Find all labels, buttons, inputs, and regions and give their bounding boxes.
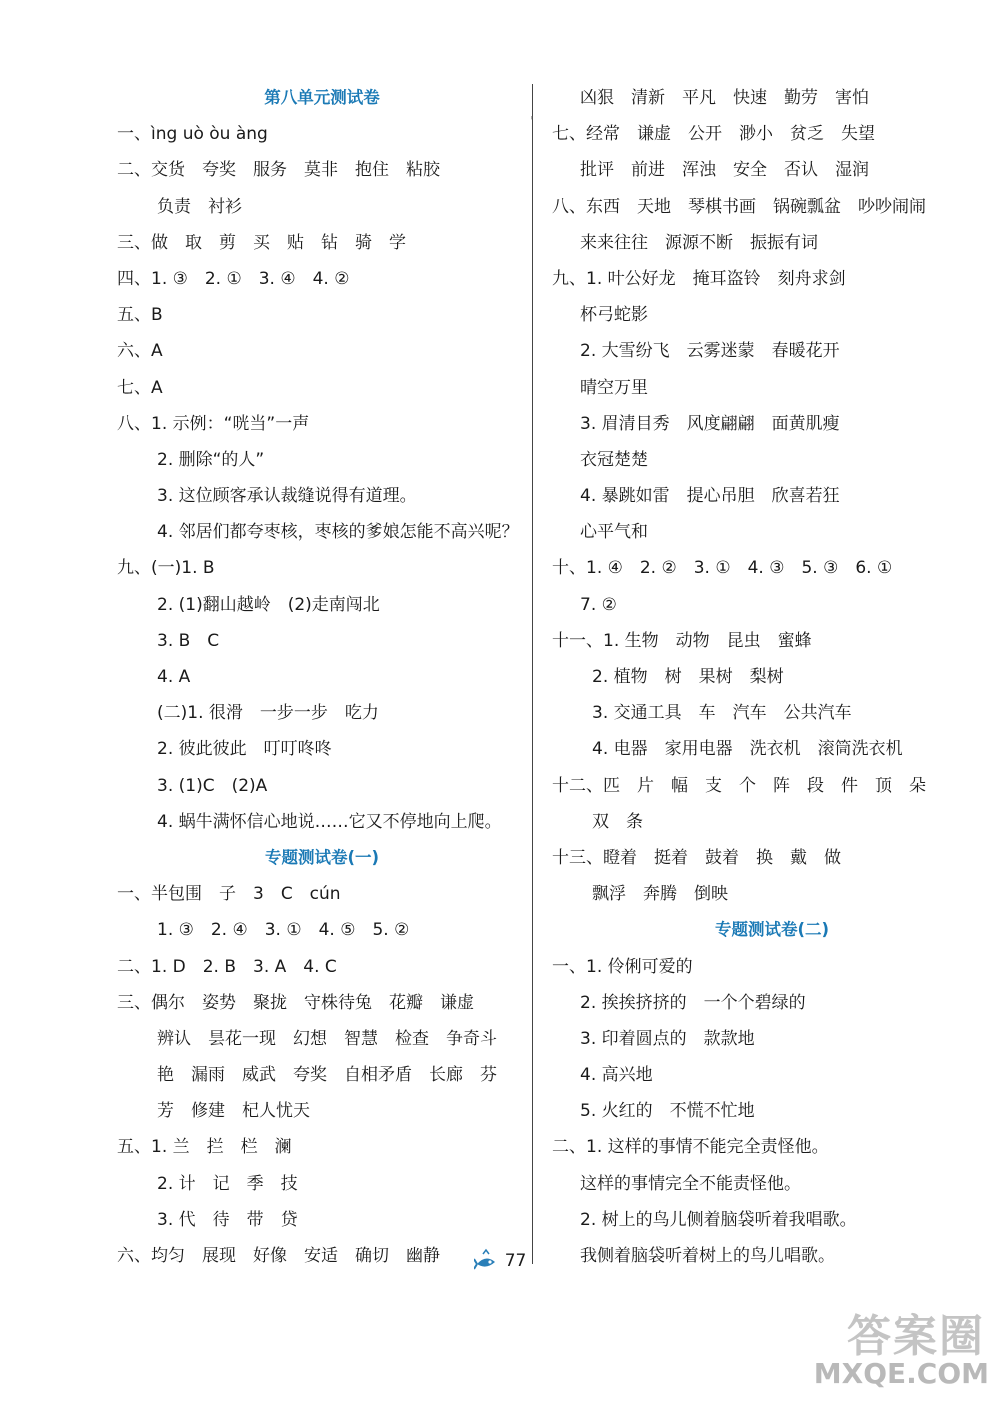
- answer-line: 杯弓蛇影: [580, 305, 648, 326]
- answer-line: 这样的事情完全不能责怪他。: [580, 1173, 801, 1194]
- answer-line: 八、东西 天地 琴棋书画 锅碗瓢盆 吵吵闹闹: [552, 196, 926, 217]
- answer-line: 2. 计 记 季 技: [157, 1173, 298, 1194]
- answer-line: 4. A: [157, 667, 191, 687]
- right-column: [552, 80, 992, 1274]
- answer-line: 3. (1)C (2)A: [157, 775, 268, 796]
- answer-line: 2. 删除“的人”: [157, 449, 265, 470]
- answer-line: 3. 代 待 带 贷: [157, 1209, 298, 1230]
- answer-line: 六、均匀 展现 好像 安适 确切 幽静: [117, 1246, 440, 1266]
- answer-line: 凶狠 清新 平凡 快速 勤劳 害怕: [580, 88, 869, 108]
- answer-line: 3. 眉清目秀 风度翩翩 面黄肌瘦: [580, 413, 840, 434]
- answer-line: 芳 修建 杞人忧天: [157, 1101, 310, 1122]
- page-footer: [0, 1248, 1000, 1288]
- answer-line: 负责 衬衫: [157, 196, 242, 217]
- answer-line: 2. 植物 树 果树 梨树: [592, 667, 784, 687]
- section-heading: 第八单元测试卷: [264, 88, 380, 107]
- answer-line: 双 条: [592, 811, 643, 832]
- watermark-logo: 答案圈: [847, 1311, 985, 1362]
- answer-line: 飘浮 奔腾 倒映: [592, 884, 728, 905]
- left-column: [117, 80, 527, 1274]
- answer-line: 2. 树上的鸟儿侧着脑袋听着我唱歌。: [580, 1209, 857, 1230]
- answer-line: 批评 前进 浑浊 安全 否认 湿润: [580, 160, 869, 181]
- answer-line: 4. 暴跳如雷 提心吊胆 欣喜若狂: [580, 486, 840, 507]
- answer-line: 八、1. 示例：“咣当”一声: [117, 413, 310, 434]
- answer-line: 2. 彼此彼此 叮叮咚咚: [157, 739, 332, 760]
- answer-line: 七、A: [117, 377, 163, 398]
- answer-line: 十三、瞪着 挺着 鼓着 换 戴 做: [552, 847, 841, 868]
- answer-line: 7. ②: [580, 594, 617, 615]
- answer-line: 一、ìng uò òu àng: [117, 124, 268, 145]
- answer-line: 1. ③ 2. ④ 3. ① 4. ⑤ 5. ②: [157, 920, 410, 941]
- answer-line: 二、1. 这样的事情不能完全责怪他。: [552, 1137, 829, 1158]
- answer-line: 晴空万里: [580, 377, 648, 398]
- answer-line: 九、1. 叶公好龙 掩耳盗铃 刻舟求剑: [552, 268, 846, 289]
- answer-line: 5. 火红的 不慌不忙地: [580, 1101, 755, 1122]
- watermark-site: MXQE.COM: [813, 1357, 989, 1390]
- answer-line: 九、(一)1. B: [117, 558, 215, 579]
- section-heading: 专题测试卷(二): [714, 920, 830, 940]
- fish-logo-icon: [474, 1248, 498, 1274]
- answer-line: 我侧着脑袋听着树上的鸟儿唱歌。: [580, 1246, 835, 1266]
- answer-line: 3. 印着圆点的 款款地: [580, 1028, 755, 1049]
- answer-line: 一、1. 伶俐可爱的: [552, 956, 693, 977]
- answer-line: 艳 漏雨 威武 夸奖 自相矛盾 长廊 芬: [157, 1065, 497, 1086]
- answer-line: 2. 大雪纷飞 云雾迷蒙 春暖花开: [580, 341, 840, 362]
- answer-line: 4. 蜗牛满怀信心地说……它又不停地向上爬。: [157, 811, 502, 832]
- answer-line: 3. 这位顾客承认裁缝说得有道理。: [157, 486, 417, 507]
- answer-line: 4. 邻居们都夸枣核，枣核的爹娘怎能不高兴呢？: [157, 522, 519, 543]
- answer-line: 二、交货 夸奖 服务 莫非 抱住 粘胶: [117, 160, 440, 181]
- answer-line: 二、1. D 2. B 3. A 4. C: [117, 956, 337, 977]
- answer-line: 衣冠楚楚: [580, 449, 648, 470]
- answer-line: 五、B: [117, 305, 163, 326]
- answer-line: 四、1. ③ 2. ① 3. ④ 4. ②: [117, 268, 350, 289]
- section-heading: 专题测试卷(一): [264, 847, 380, 867]
- page-number: 77: [504, 1251, 527, 1271]
- answer-line: 十一、1. 生物 动物 昆虫 蜜蜂: [552, 630, 812, 651]
- column-divider: [532, 84, 533, 1264]
- answer-line: 三、做 取 剪 买 贴 钻 骑 学: [117, 232, 406, 253]
- answer-line: 五、1. 兰 拦 栏 澜: [117, 1137, 292, 1158]
- answer-line: (二)1. 很滑 一步一步 吃力: [157, 703, 379, 724]
- answer-line: 十、1. ④ 2. ② 3. ① 4. ③ 5. ③ 6. ①: [552, 558, 893, 579]
- answer-line: 七、经常 谦虚 公开 渺小 贫乏 失望: [552, 124, 875, 145]
- answer-line: 辨认 昙花一现 幻想 智慧 检查 争奇斗: [157, 1028, 497, 1049]
- answer-line: 3. 交通工具 车 汽车 公共汽车: [592, 703, 852, 724]
- answer-line: 3. B C: [157, 630, 220, 651]
- answer-line: 2. 挨挨挤挤的 一个个碧绿的: [580, 992, 806, 1013]
- answer-line: 心平气和: [580, 522, 648, 543]
- answer-line: 十二、匹 片 幅 支 个 阵 段 件 顶 朵: [552, 775, 926, 796]
- answer-line: 一、半包围 子 3 C cún: [117, 884, 341, 905]
- answer-line: 4. 高兴地: [580, 1065, 653, 1086]
- answer-line: 来来往往 源源不断 振振有词: [580, 232, 818, 253]
- answer-line: 三、偶尔 姿势 聚拢 守株待兔 花瓣 谦虚: [117, 992, 474, 1013]
- answer-line: 2. (1)翻山越岭 (2)走南闯北: [157, 594, 380, 615]
- divider-tick: ': [530, 114, 534, 128]
- answer-line: 六、A: [117, 341, 163, 362]
- watermark: [738, 1296, 993, 1396]
- answer-line: 4. 电器 家用电器 洗衣机 滚筒洗衣机: [592, 739, 903, 760]
